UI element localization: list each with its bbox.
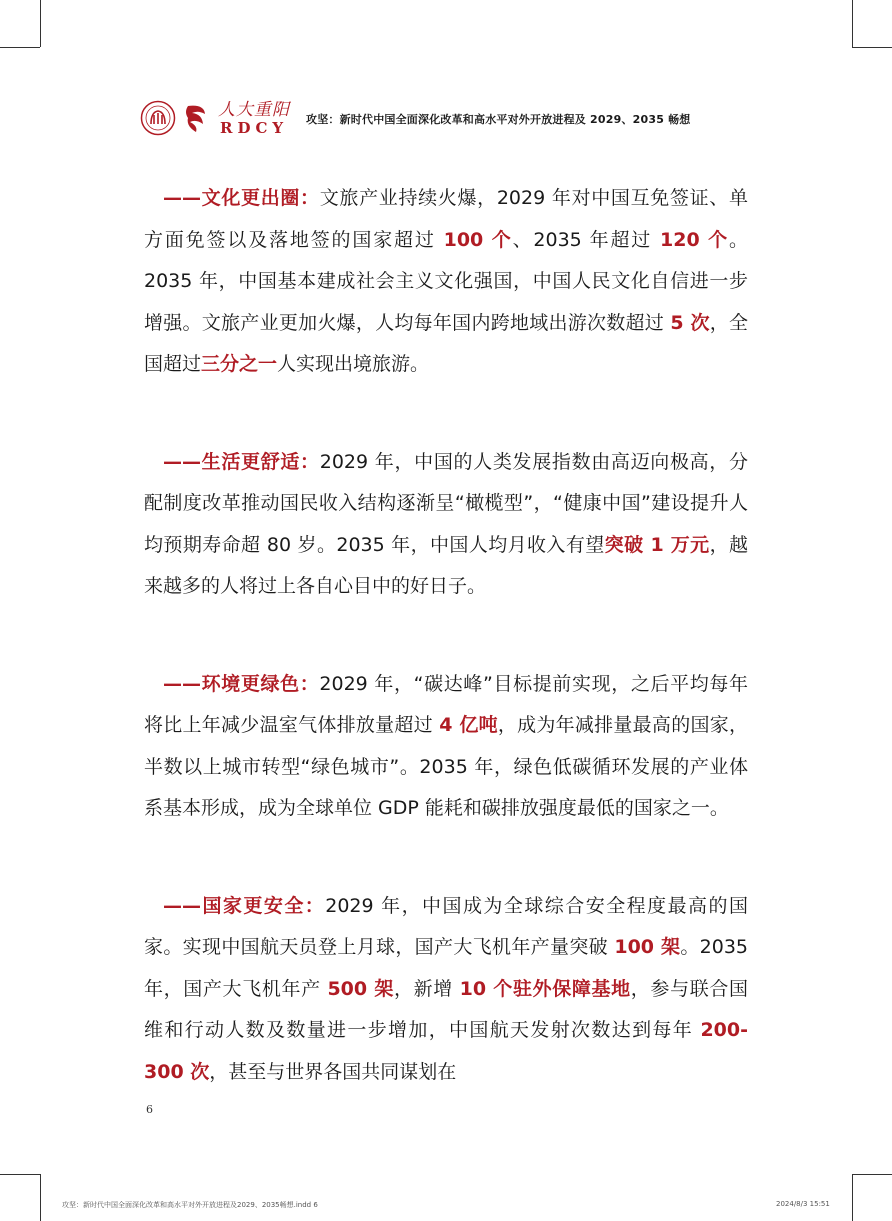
crop-mark <box>852 1174 853 1221</box>
paragraph-security <box>144 886 748 1094</box>
body-text <box>144 178 748 1149</box>
paragraph-lead: ——生活更舒适： <box>163 450 320 473</box>
paragraph-text: ，新增 <box>394 977 460 1000</box>
rdcy-logo-icon <box>178 100 214 136</box>
crop-mark <box>0 47 40 48</box>
highlighted-figure: 5 次 <box>670 311 710 334</box>
paragraph-text: ，全国超过 <box>144 311 748 375</box>
page-number: 6 <box>146 1103 153 1116</box>
paragraph-culture <box>144 178 748 386</box>
crop-mark <box>852 47 892 48</box>
highlighted-figure: 三分之一 <box>201 353 278 375</box>
crop-mark <box>852 1174 892 1175</box>
highlighted-figure: 200-300 次 <box>144 1019 748 1083</box>
paragraph-life <box>144 442 748 608</box>
highlighted-figure: 4 亿吨 <box>439 714 498 736</box>
paragraph-environment <box>144 664 748 830</box>
crop-mark <box>40 1174 41 1221</box>
paragraph-text: 。2035 年，中国基本建成社会主义文化强国，中国人民文化自信进一步增强。文旅产业更加火爆，人均每年国内跨地域出游次数超过 <box>144 228 748 334</box>
highlighted-figure: 100 架 <box>614 936 681 958</box>
paragraph-text: 人实现出境旅游。 <box>277 353 430 375</box>
print-slug-date: 2024/8/3 15:51 <box>776 1200 830 1208</box>
crop-mark <box>0 1174 40 1175</box>
highlighted-figure: 突破 1 万元 <box>604 533 710 556</box>
paragraph-lead: ——文化更出圈： <box>163 187 320 209</box>
paragraph-lead: ——国家更安全： <box>163 894 326 917</box>
paragraph-lead: ——环境更绿色： <box>163 672 320 695</box>
highlighted-figure: 100 个 <box>443 228 513 251</box>
running-header-title: 攻坚：新时代中国全面深化改革和高水平对外开放进程及 2029、2035 畅想 <box>306 113 691 126</box>
page-header <box>140 100 760 140</box>
highlighted-figure: 10 个驻外保障基地 <box>459 977 631 1000</box>
paragraph-text: 、2035 年超过 <box>512 228 661 251</box>
paragraph-text: ，成为年减排量最高的国家，半数以上城市转型“绿色城市”。2035 年，绿色低碳循环发展的产业体系基本形成，成为全球单位 GDP 能耗和碳排放强度最低的国家之一。 <box>144 714 748 819</box>
paragraph-text: ，参与联合国维和行动人数及数量进一步增加，中国航天发射次数达到每年 <box>144 977 748 1041</box>
logo-english: RDCY <box>220 119 289 137</box>
paragraph-text: 2029 年，中国成为全球综合安全程度最高的国家。实现中国航天员登上月球，国产大飞机年产量突破 <box>144 894 748 958</box>
rdcy-seal-icon <box>140 100 176 136</box>
paragraph-text: 。2035 年，国产大飞机年产 <box>144 936 748 1000</box>
print-slug-filename: 攻坚：新时代中国全面深化改革和高水平对外开放进程及2029、2035畅想.indd 6 <box>62 1201 318 1209</box>
logo-chinese: 人大重阳 <box>218 100 290 120</box>
paragraph-text: ，越来越多的人将过上各自心目中的好日子。 <box>144 533 749 597</box>
highlighted-figure: 500 架 <box>327 977 394 1000</box>
highlighted-figure: 120 个 <box>660 228 729 251</box>
paragraph-text: 文旅产业持续火爆，2029 年对中国互免签证、单方面免签以及落地签的国家超过 <box>144 187 748 251</box>
paragraph-text: ，甚至与世界各国共同谋划在 <box>209 1060 457 1083</box>
crop-mark <box>40 0 41 47</box>
paragraph-text: 2029 年，中国的人类发展指数由高迈向极高，分配制度改革推动国民收入结构逐渐呈“橄榄型”，“健康中国”建设提升人均预期寿命超 80 岁。2035 年，中国人均月收入有望 <box>144 450 748 556</box>
paragraph-text: 2029 年，“碳达峰”目标提前实现，之后平均每年将比上年减少温室气体排放量超过 <box>144 672 748 736</box>
crop-mark <box>852 0 853 47</box>
